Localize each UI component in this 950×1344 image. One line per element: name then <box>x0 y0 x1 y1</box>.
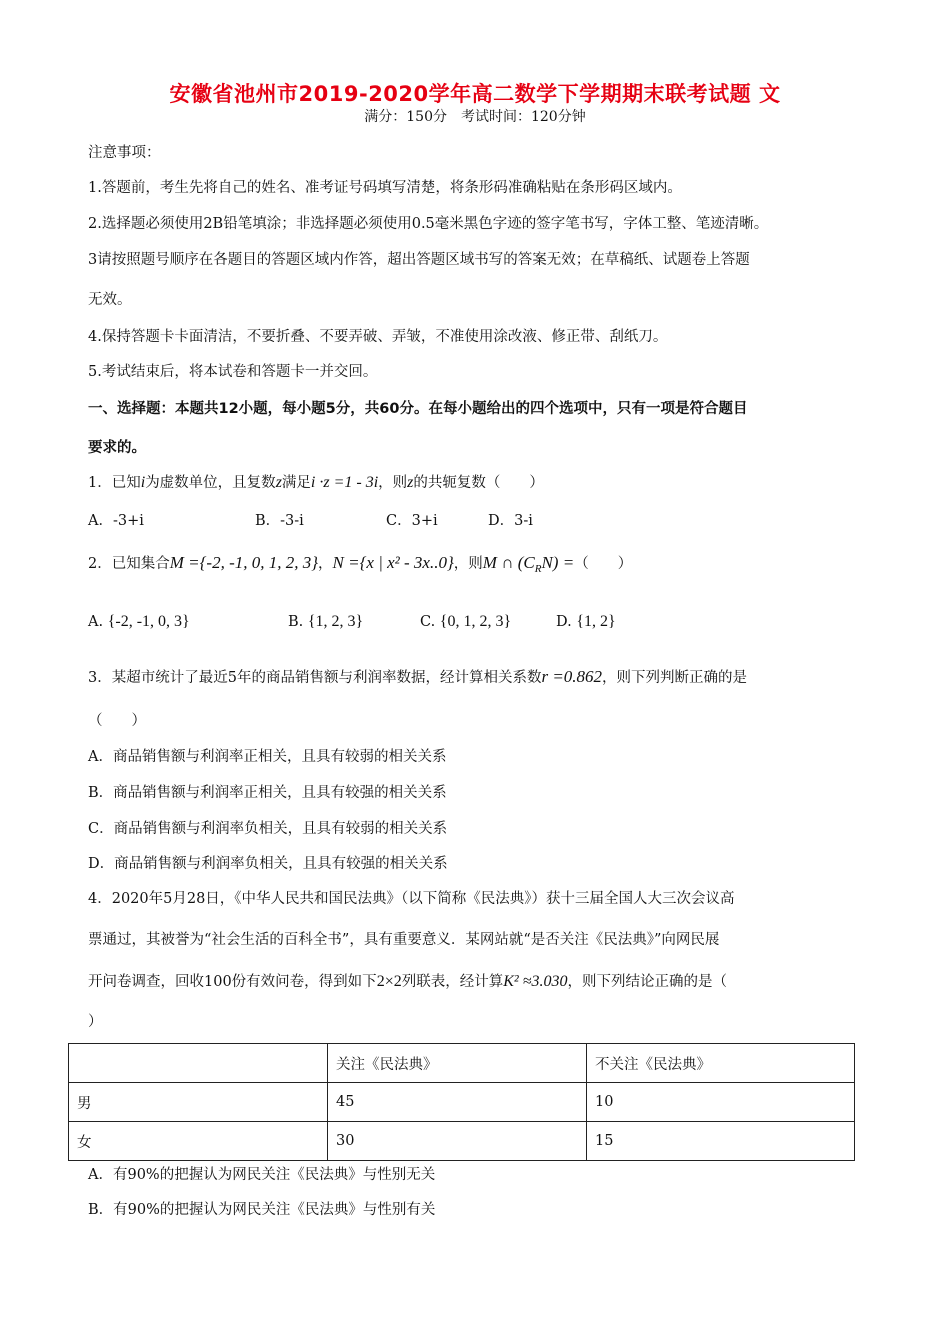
q2-option-d <box>556 613 616 631</box>
q4-option-a: A．有90%的把握认为网民关注《民法典》与性别无关 <box>88 1167 436 1183</box>
section-heading-1: 一、选择题：本题共12小题，每小题5分，共60分。在每小题给出的四个选项中，只有一项是符合题目 <box>88 401 748 417</box>
q2-a-value: {-2, -1, 0, 3} <box>107 613 190 630</box>
contingency-table <box>68 1043 855 1161</box>
table-header-cell: 不关注《民法典》 <box>587 1044 855 1083</box>
table-cell: 45 <box>328 1083 587 1122</box>
note-1: 1.答题前，考生先将自己的姓名、准考证号码填写清楚，将条形码准确粘贴在条形码区域内。 <box>88 180 682 196</box>
q4-line-4: ） <box>88 1014 103 1030</box>
q4-math-k2: K² ≈3.030 <box>503 973 568 990</box>
q2-option-b <box>288 613 363 631</box>
q2-math-m: M ={-2, -1, 0, 1, 2, 3} <box>169 553 319 572</box>
q1-math-z: z <box>275 474 282 491</box>
question-3-stem <box>88 666 747 687</box>
q4-line-2: 票通过，其被誉为“社会生活的百科全书”，具有重要意义．某网站就“是否关注《民法典》”向网民展 <box>88 932 720 948</box>
table-cell: 15 <box>587 1122 855 1161</box>
q2-text-3: ，则 <box>453 556 483 572</box>
note-2: 2.选择题必须使用2B铅笔填涂；非选择题必须使用0.5毫米黑色字迹的签字笔书写，字体工整、笔迹清晰。 <box>88 216 769 232</box>
q1-option-b: B．-3-i <box>255 513 304 529</box>
q3-option-b: B．商品销售额与利润率正相关，且具有较强的相关关系 <box>88 785 447 801</box>
notes-heading: 注意事项： <box>88 145 161 161</box>
q3-option-d: D．商品销售额与利润率负相关，且具有较强的相关关系 <box>88 856 448 872</box>
q1-text-1: 1．已知 <box>88 475 141 491</box>
q4-math-2x2: 2×2 <box>376 973 402 990</box>
q4-text-3b: 列联表，经计算 <box>401 974 504 990</box>
q4-line-1: 4．2020年5月28日，《中华人民共和国民法典》（以下简称《民法典》）获十三届全国人大三次会议高 <box>88 891 735 907</box>
q1-math-eq: i ·z =1 - 3i <box>310 474 379 491</box>
q2-math-n: N ={x | x² - 3x..0} <box>332 553 454 572</box>
q2-b-label: B. <box>288 614 304 630</box>
q2-option-a <box>88 613 190 631</box>
q2-text-4: （ ） <box>574 556 633 572</box>
q2-math-expr: M ∩ (C <box>482 553 535 572</box>
table-cell: 30 <box>328 1122 587 1161</box>
table-header-cell <box>69 1044 328 1083</box>
table-cell: 男 <box>69 1083 328 1122</box>
table-row <box>69 1083 855 1122</box>
q1-text-4: ，则 <box>378 475 408 491</box>
q2-text-1: 2．已知集合 <box>88 556 170 572</box>
q1-text-5: 的共轭复数（ ） <box>413 475 544 491</box>
q2-math-expr2: N) = <box>541 553 575 572</box>
q2-b-value: {1, 2, 3} <box>307 613 364 630</box>
table-cell: 女 <box>69 1122 328 1161</box>
q3-option-a: A．商品销售额与利润率正相关，且具有较弱的相关关系 <box>88 749 447 765</box>
q3-text-2: ，则下列判断正确的是 <box>602 670 748 686</box>
exam-info: 满分：150分 考试时间：120分钟 <box>364 109 586 125</box>
q3-math-r: r =0.862 <box>541 667 603 686</box>
section-heading-2: 要求的。 <box>88 440 146 456</box>
page-title: 安徽省池州市2019-2020学年高二数学下学期期末联考试题 文 <box>169 82 781 106</box>
q2-a-label: A. <box>88 614 104 630</box>
q4-text-3c: ，则下列结论正确的是（ <box>567 974 727 990</box>
q4-line-3 <box>88 970 727 991</box>
q2-math-sub: R <box>534 562 542 575</box>
q1-option-a: A．-3+i <box>88 513 144 529</box>
q2-option-c <box>420 613 511 631</box>
q3-paren: （ ） <box>88 713 146 729</box>
question-2-stem <box>88 552 632 575</box>
note-4: 4.保持答题卡卡面清洁，不要折叠、不要弄破、弄皱，不准使用涂改液、修正带、刮纸刀。 <box>88 329 668 345</box>
q3-option-c: C．商品销售额与利润率负相关，且具有较弱的相关关系 <box>88 821 448 837</box>
q4-text-3a: 开问卷调查，回收100份有效问卷，得到如下 <box>88 974 377 990</box>
table-header-row <box>69 1044 855 1083</box>
q2-d-label: D. <box>556 614 572 630</box>
note-3b: 无效。 <box>88 292 132 308</box>
table-header-cell: 关注《民法典》 <box>328 1044 587 1083</box>
q1-text-3: 满足 <box>281 475 311 491</box>
question-1-stem <box>88 471 544 492</box>
q2-d-value: {1, 2} <box>576 613 616 630</box>
table-cell: 10 <box>587 1083 855 1122</box>
table-row <box>69 1122 855 1161</box>
q2-text-2: ， <box>318 556 333 572</box>
q1-text-2: 为虚数单位，且复数 <box>145 475 276 491</box>
q3-text-1: 3．某超市统计了最近5年的商品销售额与利润率数据，经计算相关系数 <box>88 670 542 686</box>
note-3a: 3请按照题号顺序在各题目的答题区域内作答，超出答题区域书写的答案无效；在草稿纸、试题卷上答题 <box>88 252 750 268</box>
q4-option-b: B．有90%的把握认为网民关注《民法典》与性别有关 <box>88 1202 436 1218</box>
q2-c-value: {0, 1, 2, 3} <box>439 613 512 630</box>
q2-c-label: C. <box>420 614 436 630</box>
q1-option-c: C．3+i <box>386 513 438 529</box>
q1-math-i: i <box>140 474 146 491</box>
q1-math-z2: z <box>407 474 414 491</box>
q1-option-d: D．3-i <box>488 513 533 529</box>
note-5: 5.考试结束后，将本试卷和答题卡一并交回。 <box>88 364 378 380</box>
